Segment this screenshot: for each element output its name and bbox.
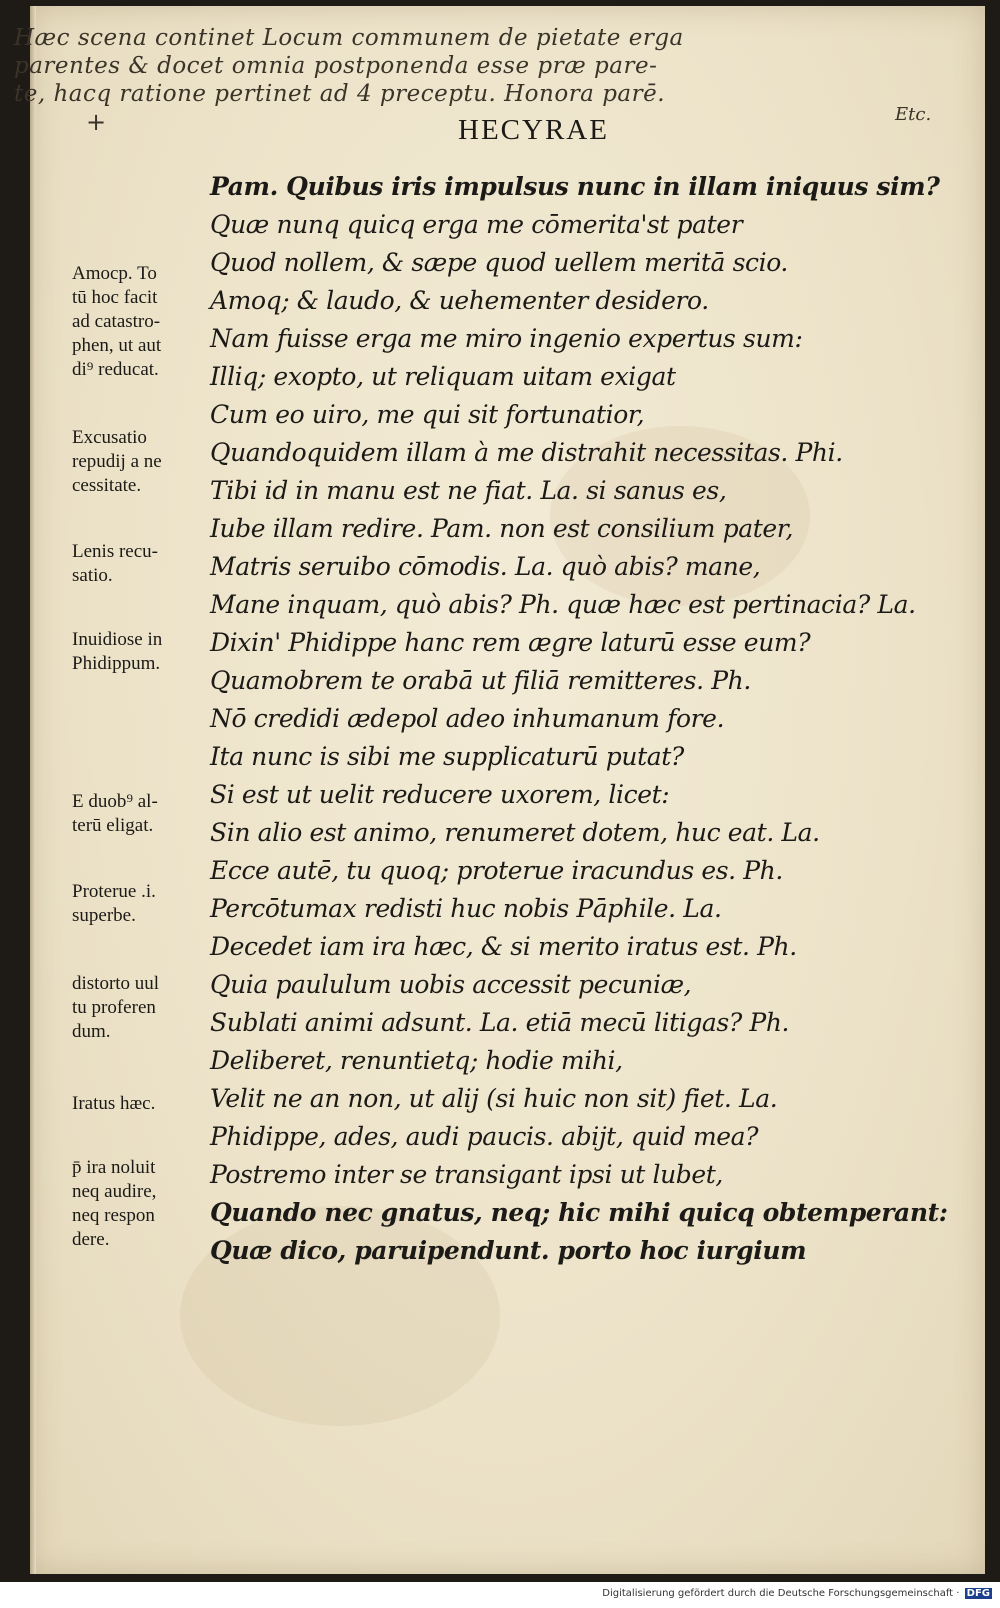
- verse-line: Quandoquidem illam à me distrahit necessitas. Phi.: [210, 438, 843, 467]
- dfg-logo: DFG: [966, 1588, 990, 1599]
- gloss-line: Phidippum.: [72, 653, 161, 674]
- verse-line: Velit ne an non, ut alij (si huic non sit) fiet. La.: [210, 1084, 778, 1113]
- gloss-line: neq audire,: [72, 1181, 157, 1202]
- verse-line: Decedet iam ira hæc, & si merito iratus est. Ph.: [210, 932, 797, 961]
- verse-line: Quæ dico, paruipendunt. porto hoc iurgium: [210, 1236, 807, 1265]
- gloss-line: tu proferen: [72, 997, 156, 1018]
- verse-line: Dixin' Phidippe hanc rem ægre laturū esse eum?: [210, 628, 811, 657]
- verse-line: Postremo inter se transigant ipsi ut lubet,: [210, 1160, 723, 1189]
- verse-line: Quando nec gnatus, neq; hic mihi quicq obtemperant:: [210, 1198, 948, 1227]
- gloss-line: Inuidiose in: [72, 629, 163, 650]
- gloss-line: ad catastro-: [72, 311, 161, 332]
- gloss-line: distorto uul: [72, 973, 160, 994]
- gloss-line: dum.: [72, 1021, 111, 1042]
- gloss-line: E duob⁹ al-: [72, 791, 158, 812]
- gloss-line: Excusatio: [72, 427, 147, 448]
- marginal-gloss: [72, 426, 162, 498]
- marginal-gloss: [72, 1156, 156, 1252]
- marginal-gloss: [72, 880, 156, 928]
- gloss-line: p̄ ira noluit: [72, 1157, 156, 1178]
- verse-line: Deliberet, renuntietq; hodie mihi,: [210, 1046, 623, 1075]
- verse-line: Pam. Quibus iris impulsus nunc in illam iniquus sim?: [210, 172, 940, 201]
- marginal-gloss: [72, 1092, 155, 1116]
- gloss-line: Lenis recu-: [72, 541, 158, 562]
- marginal-gloss: [72, 790, 158, 838]
- annotation-line: Hæc scena continet Locum communem de pietate erga: [14, 25, 684, 51]
- credit-text: Digitalisierung gefördert durch die Deutsche Forschungsgemeinschaft ·: [602, 1588, 960, 1599]
- gloss-line: terū eligat.: [72, 815, 154, 836]
- verse-line: Ecce autē, tu quoq; proterue iracundus es. Ph.: [210, 856, 783, 885]
- verse-line: Mane inquam, quò abis? Ph. quæ hæc est pertinacia? La.: [210, 590, 916, 619]
- verse-line: Sublati animi adsunt. La. etiā mecū litigas? Ph.: [210, 1008, 790, 1037]
- marginal-gloss: [72, 540, 158, 588]
- verse-line: Iube illam redire. Pam. non est consilium pater,: [210, 514, 794, 543]
- annotation-line: te, hacq ratione pertinet ad 4 preceptu. Honora parē.: [14, 81, 666, 107]
- gloss-line: Proterue .i.: [72, 881, 156, 902]
- handwritten-annotation: [14, 24, 944, 108]
- verse-line: Nō credidi ædepol adeo inhumanum fore.: [210, 704, 725, 733]
- verse-line: Quia paululum uobis accessit pecuniæ,: [210, 970, 692, 999]
- marginal-gloss: [72, 262, 161, 382]
- gloss-line: repudij a ne: [72, 451, 162, 472]
- verse-line: Quæ nunq quicq erga me cōmerita'st pater: [210, 210, 743, 239]
- verse-line: Amoq; & laudo, & uehementer desidero.: [210, 286, 709, 315]
- gloss-line: tū hoc facit: [72, 287, 158, 308]
- annotation-cross-mark: +: [86, 108, 107, 136]
- page-gutter-edge: [30, 6, 36, 1574]
- gloss-line: di⁹ reducat.: [72, 359, 159, 380]
- marginal-gloss: [72, 628, 162, 676]
- verse-line: Phidippe, ades, audi paucis. abijt, quid mea?: [210, 1122, 759, 1151]
- gloss-line: phen, ut aut: [72, 335, 162, 356]
- verse-line: Nam fuisse erga me miro ingenio expertus sum:: [210, 324, 803, 353]
- verse-line: Si est ut uelit reducere uxorem, licet:: [210, 780, 670, 809]
- verse-line: Cum eo uiro, me qui sit fortunatior,: [210, 400, 645, 429]
- running-head: HECYRAE: [458, 114, 609, 146]
- verse-line: Quod nollem, & sæpe quod uellem meritā scio.: [210, 248, 788, 277]
- verse-line: Matris seruibo cōmodis. La. quò abis? mane,: [210, 552, 761, 581]
- verse-text: [210, 168, 950, 1270]
- marginal-gloss: [72, 972, 159, 1044]
- gloss-line: superbe.: [72, 905, 136, 926]
- gloss-line: satio.: [72, 565, 113, 586]
- verse-line: Quamobrem te orabā ut filiā remitteres. Ph.: [210, 666, 751, 695]
- verse-line: Sin alio est animo, renumeret dotem, huc eat. La.: [210, 818, 820, 847]
- gloss-line: dere.: [72, 1229, 110, 1250]
- verse-line: Illiq; exopto, ut reliquam uitam exigat: [210, 362, 676, 391]
- annotation-tail: Etc.: [895, 104, 932, 125]
- annotation-line: parentes & docet omnia postponenda esse præ pare-: [14, 53, 658, 79]
- verse-line: Tibi id in manu est ne fiat. La. si sanus es,: [210, 476, 727, 505]
- verse-line: Ita nunc is sibi me supplicaturū putat?: [210, 742, 684, 771]
- digitization-credit: [602, 1588, 992, 1599]
- gloss-line: neq respon: [72, 1205, 155, 1226]
- gloss-line: Amocp. To: [72, 263, 157, 284]
- gloss-line: cessitate.: [72, 475, 142, 496]
- verse-line: Percōtumax redisti huc nobis Pāphile. La.: [210, 894, 722, 923]
- gloss-line: Iratus hæc.: [72, 1093, 156, 1114]
